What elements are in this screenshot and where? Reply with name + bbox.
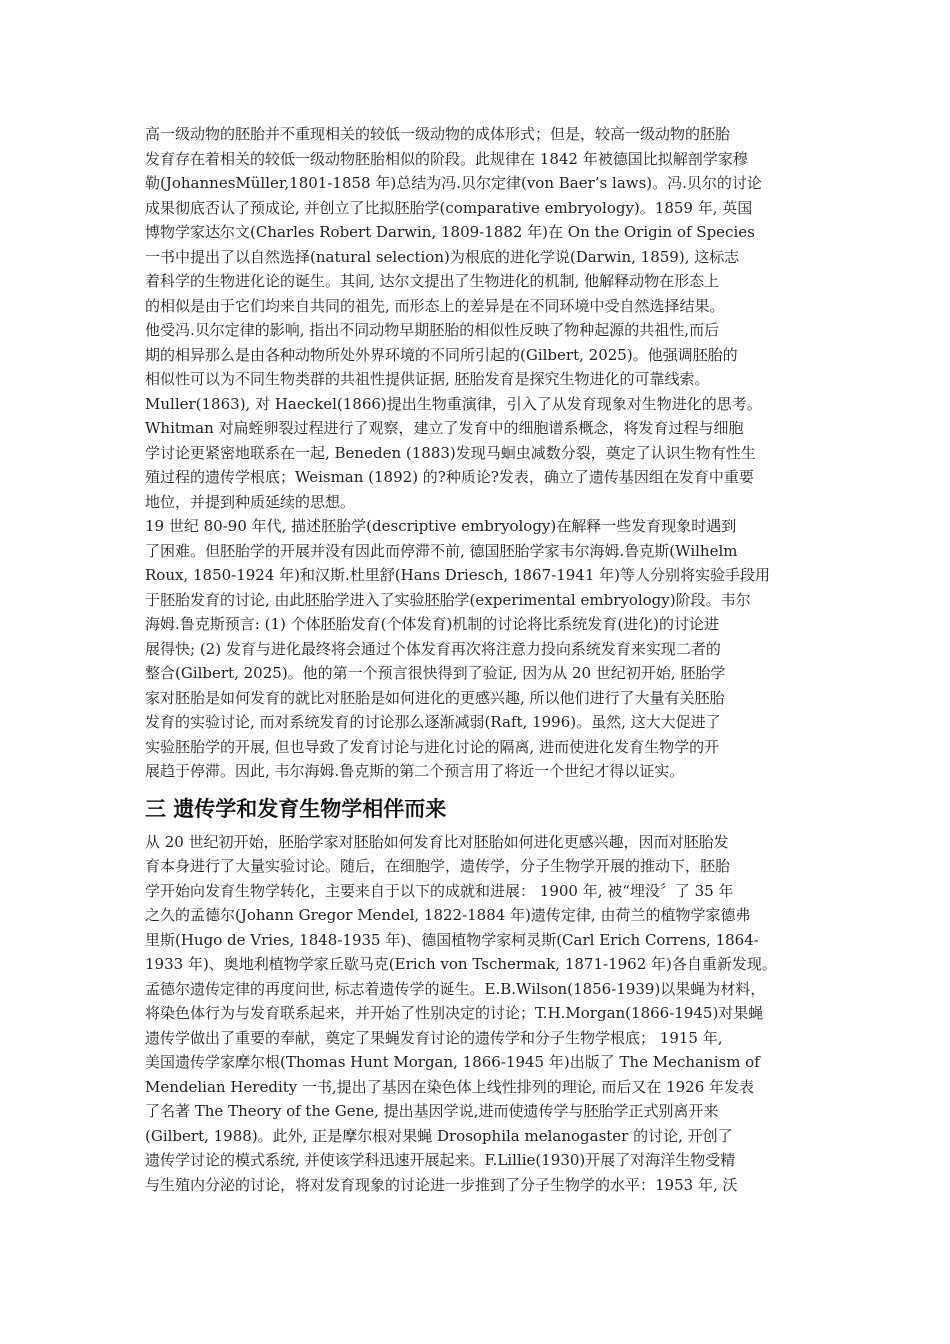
- text-line: 于胚胎发育的讨论, 由此胚胎学进入了实验胚胎学(experimental embryology)阶段。韦尔: [145, 590, 751, 609]
- text-line: 勒(JohannesMüller,1801-1858 年)总结为冯.贝尔定律(von Baer’s laws)。冯.贝尔的讨论: [145, 174, 762, 192]
- paragraph-experimental-embryology: [145, 514, 825, 784]
- text-line: 的相似是由于它们均来自共同的祖先, 而形态上的差异是在不同环境中受自然选择结果。: [145, 296, 725, 315]
- text-line: 展得快; (2) 发育与进化最终将会通过个体发育再次将注意力投向系统发育来实现二者的: [145, 639, 721, 658]
- text-line: 了名著 The Theory of the Gene, 提出基因学说,进而使遗传学与胚胎学正式别离开来: [145, 1102, 719, 1120]
- text-line: 美国遗传学家摩尔根(Thomas Hunt Morgan, 1866-1945 年)出版了 The Mechanism of: [145, 1053, 760, 1071]
- text-line: 了困难。但胚胎学的开展并没有因此而停滞不前, 德国胚胎学家韦尔海姆.鲁克斯(Wilhelm: [145, 541, 738, 560]
- text-line: 学开始向发育生物学转化，主要来自于以下的成就和进展： 1900 年, 被“埋没〞了 35 年: [145, 881, 734, 900]
- text-line: Whitman 对扁蛭卵裂过程进行了观察，建立了发育中的细胞谱系概念，将发育过程与细胞: [145, 419, 744, 437]
- text-line: Mendelian Heredity 一书,提出了基因在染色体上线性排列的理论, 而后又在 1926 年发表: [145, 1077, 755, 1096]
- text-line: 家对胚胎是如何发育的就比对胚胎是如何进化的更感兴趣, 所以他们进行了大量有关胚胎: [145, 688, 725, 707]
- text-line: 遗传学讨论的模式系统, 并使该学科迅速开展起来。F.Lillie(1930)开展了对海洋生物受精: [145, 1151, 736, 1169]
- text-line: 发育存在着相关的较低一级动物胚胎相似的阶段。此规律在 1842 年被德国比拟解剖学家穆: [145, 149, 748, 168]
- text-line: 里斯(Hugo de Vries, 1848-1935 年)、德国植物学家柯灵斯(Carl Erich Correns, 1864-: [145, 930, 759, 949]
- text-line: Muller(1863), 对 Haeckel(1866)提出生物重演律，引入了从发育现象对生物进化的思考。: [145, 394, 762, 413]
- text-line: 期的相异那么是由各种动物所处外界环境的不同所引起的(Gilbert, 2025)。他强调胚胎的: [145, 345, 738, 364]
- text-line: 整合(Gilbert, 2025)。他的第一个预言很快得到了验证, 因为从 20 世纪初开始, 胚胎学: [145, 664, 726, 682]
- text-line: 将染色体行为与发育联系起来，并开始了性别决定的讨论；T.H.Morgan(1866-1945)对果蝇: [145, 1004, 764, 1022]
- text-line: 海姆.鲁克斯预言: (1) 个体胚胎发育(个体发育)机制的讨论将比系统发育(进化)的讨论进: [145, 615, 720, 633]
- text-line: 成果彻底否认了预成论, 并创立了比拟胚胎学(comparative embryology)。1859 年, 英国: [145, 198, 753, 217]
- text-line: 展趋于停滞。因此, 韦尔海姆.鲁克斯的第二个预言用了将近一个世纪才得以证实。: [145, 762, 685, 780]
- text-line: 孟德尔遗传定律的再度问世, 标志着遗传学的诞生。E.B.Wilson(1856-1939)以果蝇为材料，: [145, 979, 766, 998]
- text-line: 着科学的生物进化论的诞生。其间, 达尔文提出了生物进化的机制, 他解释动物在形态上: [145, 272, 720, 290]
- text-line: 从 20 世纪初开始，胚胎学家对胚胎如何发育比对胚胎如何进化更感兴趣，因而对胚胎发: [145, 832, 729, 851]
- text-line: 博物学家达尔文(Charles Robert Darwin, 1809-1882 年)在 On the Origin of Species: [145, 223, 755, 241]
- text-line: 相似性可以为不同生物类群的共祖性提供证据, 胚胎发育是探究生物进化的可靠线索。: [145, 370, 710, 388]
- text-line: 1933 年)、奥地利植物学家丘歇马克(Erich von Tschermak, 1871-1962 年)各自重新发现。: [145, 955, 777, 973]
- document-body: [145, 122, 825, 1197]
- text-line: Roux, 1850-1924 年)和汉斯.杜里舒(Hans Driesch, 1867-1941 年)等人分别将实验手段用: [145, 566, 770, 584]
- text-line: 殖过程的遗传学根底；Weisman (1892) 的?种质论?发表，确立了遗传基因组在发育中重要: [145, 468, 754, 486]
- text-line: 实验胚胎学的开展, 但也导致了发育讨论与进化讨论的隔离, 进而使进化发育生物学的开: [145, 737, 720, 756]
- text-line: 发育的实验讨论, 而对系统发育的讨论那么逐渐减弱(Raft, 1996)。虽然, 这大大促进了: [145, 713, 721, 731]
- text-line: 一书中提出了以自然选择(natural selection)为根底的进化学说(Darwin, 1859), 这标志: [145, 247, 740, 266]
- text-line: (Gilbert, 1988)。此外, 正是摩尔根对果蝇 Drosophila melanogaster 的讨论, 开创了: [145, 1126, 733, 1145]
- text-line: 19 世纪 80-90 年代, 描述胚胎学(descriptive embryology)在解释一些发育现象时遇到: [145, 517, 737, 535]
- section-heading: 三 遗传学和发育生物学相伴而来: [145, 796, 447, 821]
- text-line: 学讨论更紧密地联系在一起, Beneden (1883)发现马蛔虫减数分裂，奠定了认识生物有性生: [145, 443, 756, 462]
- paragraph-embryology-evolution: [145, 122, 825, 514]
- text-line: 之久的孟德尔(Johann Gregor Mendel, 1822-1884 年)遗传定律, 由荷兰的植物学家德弗: [145, 906, 751, 924]
- text-line: 他受冯.贝尔定律的影响, 指出不同动物早期胚胎的相似性反映了物种起源的共祖性,而后: [145, 321, 720, 339]
- text-line: 遗传学做出了重要的奉献，奠定了果蝇发育讨论的遗传学和分子生物学根底； 1915 年,: [145, 1028, 723, 1047]
- text-line: 高一级动物的胚胎并不重现相关的较低一级动物的成体形式；但是，较高一级动物的胚胎: [145, 125, 731, 143]
- text-line: 地位，并提到种质延续的思想。: [145, 492, 356, 511]
- text-line: 与生殖内分泌的讨论，将对发育现象的讨论进一步推到了分子生物学的水平：1953 年, 沃: [145, 1175, 738, 1194]
- paragraph-genetics-development: [145, 830, 825, 1198]
- text-line: 育本身进行了大量实验讨论。随后，在细胞学，遗传学，分子生物学开展的推动下，胚胎: [145, 857, 731, 875]
